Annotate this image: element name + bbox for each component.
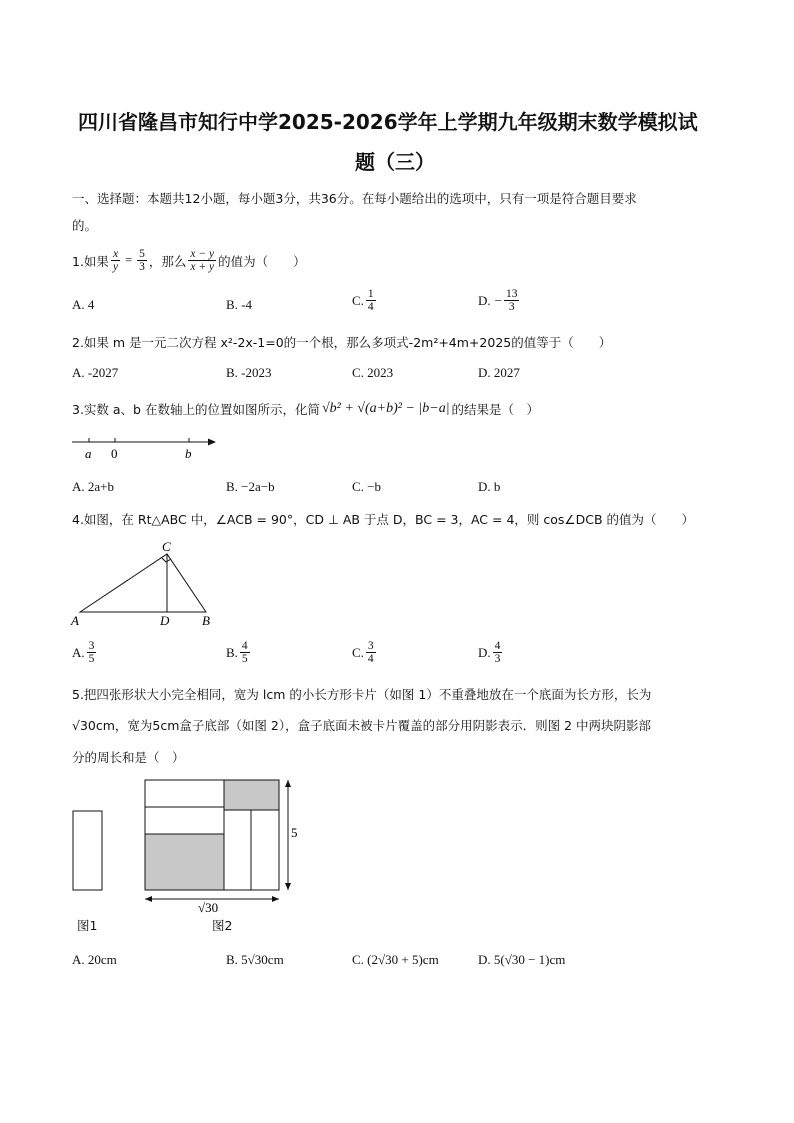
q4-option-b[interactable]	[226, 640, 252, 665]
q4-option-a-den: 5	[88, 653, 95, 666]
vertex-b-label: B	[202, 613, 210, 628]
q1-frac1-den: y	[112, 261, 119, 274]
q1-option-d-den: 3	[508, 301, 515, 314]
q1-option-c[interactable]	[352, 288, 378, 313]
shaded-region-top-right	[224, 780, 279, 810]
q3-expression: √b² + √(a+b)² − |b−a|	[321, 401, 450, 416]
q1-option-d-fraction	[504, 288, 520, 313]
figure-1-caption: 图1	[77, 918, 98, 933]
q1-frac1-num: x	[112, 248, 119, 260]
q3-option-c[interactable]: C. −b	[352, 479, 382, 494]
label-b: b	[185, 446, 192, 461]
width-arrow-left	[145, 896, 152, 902]
width-arrow-right	[272, 896, 279, 902]
question-1	[72, 248, 306, 273]
q1-frac3-den: x + y	[190, 261, 215, 274]
height-label: 5	[291, 825, 298, 840]
q3-option-b[interactable]: B. −2a−b	[226, 479, 275, 494]
question-2: 2.如果 m 是一元二次方程 x²-2x-1=0的一个根，那么多项式-2m²+4m+2025的值等于（ ）	[72, 335, 612, 350]
width-label: √30	[198, 900, 219, 915]
vertex-c-label: C	[162, 540, 171, 554]
q4-option-a-num: 3	[88, 640, 95, 652]
q5-option-c[interactable]: C. (2√30 + 5)cm	[352, 952, 439, 967]
q4-option-d-num: 4	[494, 640, 501, 652]
shaded-region-bottom-left	[145, 834, 224, 890]
q2-option-d[interactable]: D. 2027	[478, 365, 520, 380]
question-4: 4.如图，在 Rt△ABC 中，∠ACB = 90°，CD ⊥ AB 于点 D，BC = 3，AC = 4，则 cos∠DCB 的值为（ ）	[72, 512, 695, 527]
page-title-line2: 题（三）	[355, 150, 435, 174]
question-5-line2: √30cm，宽为5cm盒子底部（如图 2），盒子底面未被卡片覆盖的部分用阴影表示．则图 2 中两块阴影部	[72, 718, 651, 733]
q1-option-c-fraction	[366, 288, 376, 313]
q1-frac2-num: 5	[139, 248, 145, 260]
triangle-figure	[70, 540, 220, 630]
small-rectangle-card	[73, 811, 102, 890]
number-line-arrow	[208, 439, 216, 446]
q3-option-a[interactable]: A. 2a+b	[72, 479, 114, 494]
q4-option-d-fraction	[493, 640, 503, 665]
q4-option-c[interactable]	[352, 640, 378, 665]
q5-option-a[interactable]: A. 20cm	[72, 952, 117, 967]
q4-option-c-den: 4	[367, 653, 374, 666]
q1-equals: =	[125, 253, 133, 268]
triangle-abc	[80, 554, 206, 612]
page-title-line1: 四川省隆昌市知行中学2025-2026学年上学期九年级期末数学模拟试	[78, 110, 698, 134]
q1-suffix: 的值为（ ）	[218, 253, 306, 269]
q5-option-b[interactable]: B. 5√30cm	[226, 952, 284, 967]
label-0: 0	[111, 446, 118, 461]
q4-option-b-fraction	[240, 640, 250, 665]
q5-option-d[interactable]: D. 5(√30 − 1)cm	[478, 952, 566, 967]
q1-option-d-num: 13	[505, 288, 518, 300]
figure-2-box	[140, 775, 310, 915]
q1-option-a[interactable]: A. 4	[72, 297, 95, 312]
question-5-line3: 分的周长和是（ ）	[72, 750, 185, 765]
label-a: a	[85, 446, 92, 461]
q1-fraction-expression	[188, 248, 216, 273]
vertex-a-label: A	[71, 613, 79, 628]
height-arrow-bottom	[285, 883, 291, 890]
question-3	[72, 400, 539, 418]
q4-option-b-num: 4	[241, 640, 248, 652]
q4-option-d-den: 3	[494, 653, 501, 666]
q1-prefix: 1.如果	[72, 253, 109, 269]
q1-option-d[interactable]	[478, 288, 521, 313]
q3-option-d[interactable]: D. b	[478, 479, 501, 494]
q4-option-d-label: D.	[478, 644, 491, 660]
q1-frac3-num: x − y	[190, 248, 215, 260]
figure-2-caption: 图2	[212, 918, 233, 933]
q4-option-b-den: 5	[241, 653, 248, 666]
q1-option-b[interactable]: B. -4	[226, 297, 252, 312]
q1-mid: ，那么	[148, 253, 187, 269]
q3-prefix: 3.实数 a、b 在数轴上的位置如图所示，化简	[72, 402, 320, 417]
q1-option-d-label: D.	[478, 292, 491, 308]
q4-option-a[interactable]	[72, 640, 98, 665]
q4-option-a-label: A.	[72, 644, 85, 660]
point-d-label: D	[160, 613, 170, 628]
number-line-figure	[70, 430, 230, 464]
q3-suffix: 的结果是（ ）	[451, 402, 540, 417]
q1-fraction-5-over-3	[137, 248, 147, 273]
q4-option-c-fraction	[366, 640, 376, 665]
q2-option-a[interactable]: A. -2027	[72, 365, 119, 380]
q1-option-d-sign: −	[494, 292, 502, 308]
q4-option-a-fraction	[87, 640, 97, 665]
q1-frac2-den: 3	[139, 261, 145, 274]
q1-option-c-num: 1	[367, 288, 374, 300]
q1-fraction-x-over-y	[111, 248, 120, 273]
q2-option-b[interactable]: B. -2023	[226, 365, 272, 380]
q2-option-c[interactable]: C. 2023	[352, 365, 394, 380]
question-5-line1: 5.把四张形状大小完全相同，宽为 lcm 的小长方形卡片（如图 1）不重叠地放在一个底面为长方形，长为	[72, 687, 652, 702]
figure-1-card	[72, 810, 104, 892]
section-instructions-line1: 一、选择题：本题共12小题，每小题3分，共36分。在每小题给出的选项中，只有一项是符合题目要求	[72, 191, 637, 206]
q4-option-d[interactable]	[478, 640, 504, 665]
section-instructions-line2: 的。	[72, 218, 98, 233]
q4-option-c-label: C.	[352, 644, 364, 660]
q4-option-c-num: 3	[367, 640, 374, 652]
q1-option-c-label: C.	[352, 292, 364, 308]
q4-option-b-label: B.	[226, 644, 238, 660]
q1-option-c-den: 4	[367, 301, 374, 314]
height-arrow-top	[285, 780, 291, 787]
